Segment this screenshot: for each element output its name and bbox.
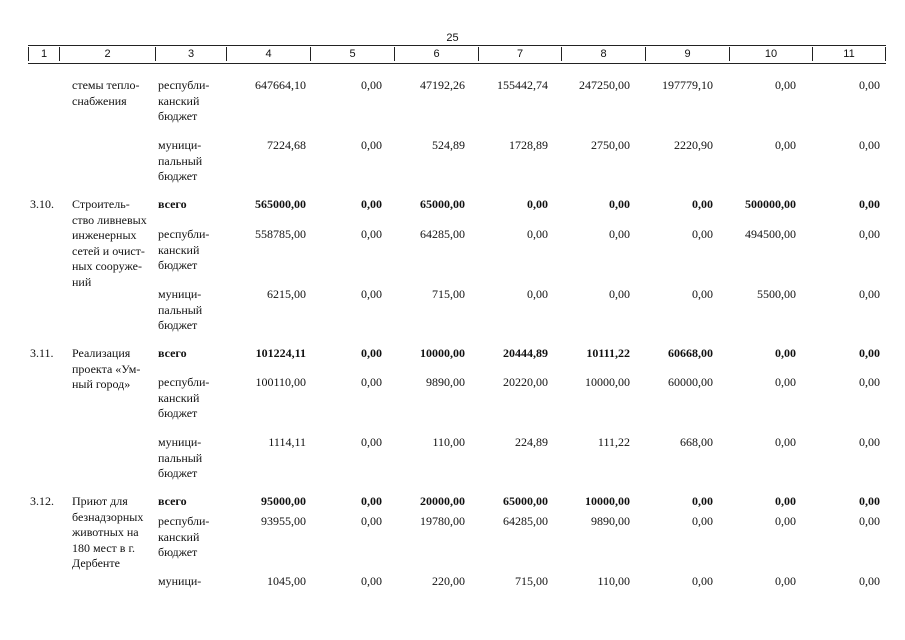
funding-source: муници- пальный бюджет <box>158 435 203 480</box>
value-col-9: 0,00 <box>692 197 713 211</box>
value-col-4: 95000,00 <box>261 494 306 508</box>
value-col-8: 0,00 <box>609 287 630 301</box>
value-col-10: 0,00 <box>775 138 796 152</box>
value-col-11: 0,00 <box>859 375 880 389</box>
value-col-6: 20000,00 <box>420 494 465 508</box>
value-col-9: 0,00 <box>692 494 713 508</box>
value-col-11: 0,00 <box>859 227 880 241</box>
value-col-6: 110,00 <box>432 435 465 449</box>
value-col-7: 1728,89 <box>509 138 548 152</box>
value-col-6: 715,00 <box>432 287 465 301</box>
value-col-5: 0,00 <box>361 138 382 152</box>
value-col-7: 20444,89 <box>503 346 548 360</box>
value-col-6: 220,00 <box>432 574 465 588</box>
value-col-6: 524,89 <box>432 138 465 152</box>
funding-source: муници- пальный бюджет <box>158 287 203 332</box>
column-number-8: 8 <box>562 47 646 61</box>
value-col-4: 7224,68 <box>267 138 306 152</box>
value-col-4: 1045,00 <box>267 574 306 588</box>
value-col-8: 247250,00 <box>579 78 630 92</box>
column-number-7: 7 <box>479 47 562 61</box>
value-col-9: 0,00 <box>692 287 713 301</box>
value-col-11: 0,00 <box>859 574 880 588</box>
column-number-4: 4 <box>227 47 311 61</box>
value-col-9: 2220,90 <box>674 138 713 152</box>
item-code: 3.12. <box>30 494 54 508</box>
value-col-10: 500000,00 <box>745 197 796 211</box>
column-number-9: 9 <box>646 47 730 61</box>
value-col-7: 715,00 <box>515 574 548 588</box>
value-col-11: 0,00 <box>859 78 880 92</box>
funding-source: республи- канский бюджет <box>158 514 210 559</box>
item-description: Приют для безнадзорных животных на 180 мест в г. Дербенте <box>72 494 144 570</box>
value-col-11: 0,00 <box>859 287 880 301</box>
value-col-8: 2750,00 <box>591 138 630 152</box>
value-col-4: 565000,00 <box>255 197 306 211</box>
funding-source: республи- канский бюджет <box>158 227 210 272</box>
value-col-7: 155442,74 <box>497 78 548 92</box>
value-col-6: 10000,00 <box>420 346 465 360</box>
funding-source: всего <box>158 346 187 360</box>
value-col-5: 0,00 <box>361 514 382 528</box>
value-col-10: 0,00 <box>775 574 796 588</box>
funding-source: муници- пальный бюджет <box>158 138 203 183</box>
value-col-9: 197779,10 <box>662 78 713 92</box>
value-col-11: 0,00 <box>859 514 880 528</box>
value-col-8: 10000,00 <box>585 494 630 508</box>
header-rule-bottom <box>28 63 886 64</box>
value-col-5: 0,00 <box>361 287 382 301</box>
column-number-10: 10 <box>730 47 813 61</box>
value-col-4: 558785,00 <box>255 227 306 241</box>
value-col-4: 93955,00 <box>261 514 306 528</box>
value-col-9: 0,00 <box>692 514 713 528</box>
value-col-11: 0,00 <box>859 494 880 508</box>
item-description: Строитель- ство ливневых инженерных сетей и очист- ных сооруже- ний <box>72 197 147 289</box>
value-col-5: 0,00 <box>361 197 382 211</box>
value-col-9: 0,00 <box>692 574 713 588</box>
value-col-7: 64285,00 <box>503 514 548 528</box>
value-col-9: 60000,00 <box>668 375 713 389</box>
value-col-10: 0,00 <box>775 78 796 92</box>
value-col-5: 0,00 <box>361 227 382 241</box>
page-number: 25 <box>446 32 459 44</box>
column-number-1: 1 <box>28 47 60 61</box>
value-col-5: 0,00 <box>361 346 382 360</box>
item-code: 3.10. <box>30 197 54 211</box>
value-col-8: 0,00 <box>609 227 630 241</box>
value-col-4: 1114,11 <box>268 435 306 449</box>
value-col-6: 64285,00 <box>420 227 465 241</box>
value-col-6: 47192,26 <box>420 78 465 92</box>
value-col-11: 0,00 <box>859 435 880 449</box>
column-number-3: 3 <box>156 47 227 61</box>
value-col-10: 0,00 <box>775 435 796 449</box>
value-col-4: 6215,00 <box>267 287 306 301</box>
funding-source: всего <box>158 197 187 211</box>
item-description: Реализация проекта «Ум- ный город» <box>72 346 141 391</box>
value-col-7: 0,00 <box>527 287 548 301</box>
value-col-4: 100110,00 <box>255 375 306 389</box>
value-col-10: 5500,00 <box>757 287 796 301</box>
funding-source: муници- <box>158 574 202 588</box>
value-col-9: 60668,00 <box>668 346 713 360</box>
value-col-6: 19780,00 <box>420 514 465 528</box>
value-col-5: 0,00 <box>361 78 382 92</box>
funding-source: всего <box>158 494 187 508</box>
value-col-7: 224,89 <box>515 435 548 449</box>
value-col-5: 0,00 <box>361 574 382 588</box>
column-number-2: 2 <box>60 47 156 61</box>
value-col-5: 0,00 <box>361 375 382 389</box>
value-col-8: 9890,00 <box>591 514 630 528</box>
value-col-8: 111,22 <box>597 435 630 449</box>
funding-source: республи- канский бюджет <box>158 78 210 123</box>
column-number-5: 5 <box>311 47 395 61</box>
value-col-5: 0,00 <box>361 494 382 508</box>
value-col-4: 647664,10 <box>255 78 306 92</box>
value-col-10: 0,00 <box>775 494 796 508</box>
value-col-8: 110,00 <box>597 574 630 588</box>
value-col-8: 10111,22 <box>586 346 630 360</box>
value-col-4: 101224,11 <box>255 346 306 360</box>
header-rule-top <box>28 45 886 46</box>
value-col-6: 65000,00 <box>420 197 465 211</box>
value-col-9: 0,00 <box>692 227 713 241</box>
value-col-7: 0,00 <box>527 197 548 211</box>
value-col-9: 668,00 <box>680 435 713 449</box>
funding-source: республи- канский бюджет <box>158 375 210 420</box>
value-col-7: 65000,00 <box>503 494 548 508</box>
column-number-6: 6 <box>395 47 479 61</box>
value-col-10: 0,00 <box>775 514 796 528</box>
item-description: стемы тепло- снабжения <box>72 78 140 108</box>
value-col-8: 10000,00 <box>585 375 630 389</box>
value-col-5: 0,00 <box>361 435 382 449</box>
value-col-7: 20220,00 <box>503 375 548 389</box>
value-col-8: 0,00 <box>609 197 630 211</box>
value-col-10: 0,00 <box>775 375 796 389</box>
column-number-11: 11 <box>813 47 886 61</box>
value-col-11: 0,00 <box>859 138 880 152</box>
value-col-10: 494500,00 <box>745 227 796 241</box>
value-col-7: 0,00 <box>527 227 548 241</box>
value-col-11: 0,00 <box>859 346 880 360</box>
item-code: 3.11. <box>30 346 54 360</box>
value-col-10: 0,00 <box>775 346 796 360</box>
value-col-6: 9890,00 <box>426 375 465 389</box>
value-col-11: 0,00 <box>859 197 880 211</box>
